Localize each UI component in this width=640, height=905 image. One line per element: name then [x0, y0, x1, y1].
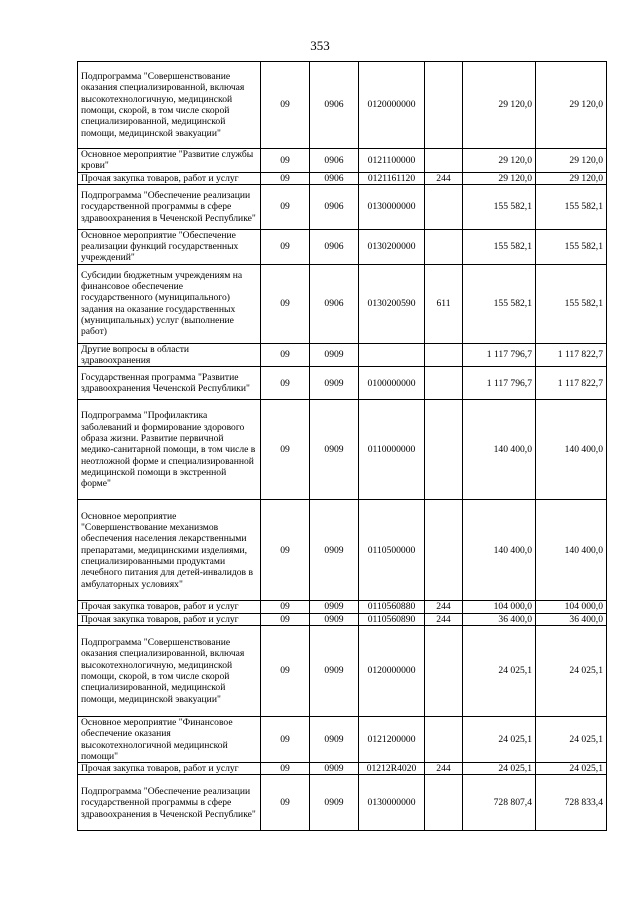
row-section-cell: 09 [261, 229, 310, 264]
row-amount-1-cell: 29 120,0 [463, 172, 536, 184]
row-name-cell: Прочая закупка товаров, работ и услуг [78, 613, 261, 625]
row-target-article-cell: 0121200000 [359, 716, 425, 762]
row-subsection-cell: 0909 [310, 775, 359, 831]
row-amount-1-cell: 24 025,1 [463, 763, 536, 775]
row-expense-type-cell [425, 149, 463, 173]
row-amount-1-cell: 1 117 796,7 [463, 343, 536, 367]
row-target-article-cell: 0130000000 [359, 184, 425, 229]
row-name-cell: Основное мероприятие "Обеспечение реализации функций государственных учреждений" [78, 229, 261, 264]
row-amount-2-cell: 24 025,1 [536, 716, 607, 762]
row-subsection-cell: 0906 [310, 149, 359, 173]
row-amount-2-cell: 29 120,0 [536, 62, 607, 149]
row-subsection-cell: 0909 [310, 601, 359, 613]
row-subsection-cell: 0909 [310, 343, 359, 367]
row-name-cell: Прочая закупка товаров, работ и услуг [78, 172, 261, 184]
row-amount-2-cell: 36 400,0 [536, 613, 607, 625]
table-row [78, 775, 607, 831]
row-expense-type-cell [425, 62, 463, 149]
table-row [78, 172, 607, 184]
row-target-article-cell: 0130200590 [359, 264, 425, 343]
row-subsection-cell: 0909 [310, 716, 359, 762]
row-section-cell: 09 [261, 343, 310, 367]
row-section-cell: 09 [261, 62, 310, 149]
row-section-cell: 09 [261, 264, 310, 343]
table-row [78, 367, 607, 400]
row-name-cell: Основное мероприятие "Развитие службы крови" [78, 149, 261, 173]
table-row [78, 149, 607, 173]
row-target-article-cell: 0110560880 [359, 601, 425, 613]
row-section-cell: 09 [261, 149, 310, 173]
row-name-cell: Подпрограмма "Совершенствование оказания специализированной, включая высокотехнологичную, медицинской помощи, скорой, в том числе скорой специализированной, медицинской помощи, медицинской эвакуации" [78, 625, 261, 716]
row-section-cell: 09 [261, 625, 310, 716]
row-expense-type-cell: 244 [425, 601, 463, 613]
row-section-cell: 09 [261, 763, 310, 775]
row-amount-1-cell: 140 400,0 [463, 400, 536, 500]
row-target-article-cell: 0120000000 [359, 625, 425, 716]
row-amount-2-cell: 155 582,1 [536, 229, 607, 264]
row-amount-1-cell: 155 582,1 [463, 184, 536, 229]
row-amount-2-cell: 1 117 822,7 [536, 343, 607, 367]
row-amount-1-cell: 104 000,0 [463, 601, 536, 613]
row-section-cell: 09 [261, 500, 310, 601]
row-section-cell: 09 [261, 184, 310, 229]
table-row [78, 343, 607, 367]
row-expense-type-cell [425, 343, 463, 367]
row-subsection-cell: 0909 [310, 400, 359, 500]
row-subsection-cell: 0909 [310, 763, 359, 775]
row-name-cell: Подпрограмма "Профилактика заболеваний и формирование здорового образа жизни. Развитие первичной медико-санитарной помощи, в том числе в неотложной форме и специализированной медицинской помощи в экстренной форме" [78, 400, 261, 500]
row-target-article-cell [359, 343, 425, 367]
row-amount-1-cell: 29 120,0 [463, 149, 536, 173]
row-amount-1-cell: 1 117 796,7 [463, 367, 536, 400]
row-target-article-cell: 0110500000 [359, 500, 425, 601]
row-amount-2-cell: 24 025,1 [536, 763, 607, 775]
row-target-article-cell: 0120000000 [359, 62, 425, 149]
row-amount-2-cell: 24 025,1 [536, 625, 607, 716]
table-row [78, 184, 607, 229]
table-row [78, 613, 607, 625]
row-section-cell: 09 [261, 716, 310, 762]
table-row [78, 229, 607, 264]
row-expense-type-cell [425, 229, 463, 264]
row-expense-type-cell: 244 [425, 172, 463, 184]
row-subsection-cell: 0909 [310, 625, 359, 716]
row-amount-2-cell: 728 833,4 [536, 775, 607, 831]
row-name-cell: Прочая закупка товаров, работ и услуг [78, 601, 261, 613]
table-row [78, 716, 607, 762]
row-amount-1-cell: 155 582,1 [463, 229, 536, 264]
row-amount-1-cell: 140 400,0 [463, 500, 536, 601]
row-section-cell: 09 [261, 613, 310, 625]
budget-table-body [78, 62, 607, 831]
row-amount-1-cell: 155 582,1 [463, 264, 536, 343]
row-amount-2-cell: 29 120,0 [536, 149, 607, 173]
row-expense-type-cell [425, 716, 463, 762]
row-amount-1-cell: 36 400,0 [463, 613, 536, 625]
row-amount-2-cell: 155 582,1 [536, 184, 607, 229]
row-expense-type-cell [425, 367, 463, 400]
row-subsection-cell: 0909 [310, 500, 359, 601]
table-row [78, 763, 607, 775]
table-row [78, 62, 607, 149]
row-name-cell: Основное мероприятие "Финансовое обеспечение оказания высокотехнологичной медицинской помощи" [78, 716, 261, 762]
row-name-cell: Государственная программа "Развитие здравоохранения Чеченской Республики" [78, 367, 261, 400]
row-section-cell: 09 [261, 601, 310, 613]
row-target-article-cell: 0130000000 [359, 775, 425, 831]
row-expense-type-cell [425, 625, 463, 716]
page-number: 353 [310, 38, 330, 53]
row-amount-2-cell: 29 120,0 [536, 172, 607, 184]
row-target-article-cell: 0121100000 [359, 149, 425, 173]
row-expense-type-cell [425, 775, 463, 831]
row-section-cell: 09 [261, 172, 310, 184]
table-row [78, 625, 607, 716]
table-row [78, 601, 607, 613]
row-target-article-cell: 0110560890 [359, 613, 425, 625]
row-subsection-cell: 0906 [310, 62, 359, 149]
row-section-cell: 09 [261, 400, 310, 500]
row-target-article-cell: 0121161120 [359, 172, 425, 184]
row-amount-1-cell: 24 025,1 [463, 716, 536, 762]
row-name-cell: Субсидии бюджетным учреждениям на финансовое обеспечение государственного (муниципального) задания на оказание государственных (муниципальных) услуг (выполнение работ) [78, 264, 261, 343]
row-expense-type-cell: 611 [425, 264, 463, 343]
budget-table [77, 61, 607, 831]
row-section-cell: 09 [261, 367, 310, 400]
row-subsection-cell: 0906 [310, 172, 359, 184]
row-section-cell: 09 [261, 775, 310, 831]
row-amount-2-cell: 104 000,0 [536, 601, 607, 613]
row-amount-1-cell: 29 120,0 [463, 62, 536, 149]
row-expense-type-cell: 244 [425, 613, 463, 625]
row-name-cell: Прочая закупка товаров, работ и услуг [78, 763, 261, 775]
row-amount-2-cell: 140 400,0 [536, 500, 607, 601]
row-expense-type-cell [425, 400, 463, 500]
row-amount-1-cell: 24 025,1 [463, 625, 536, 716]
row-subsection-cell: 0906 [310, 264, 359, 343]
row-subsection-cell: 0906 [310, 229, 359, 264]
row-name-cell: Подпрограмма "Обеспечение реализации государственной программы в сфере здравоохранения в Чеченской Республике" [78, 184, 261, 229]
row-subsection-cell: 0906 [310, 184, 359, 229]
row-amount-1-cell: 728 807,4 [463, 775, 536, 831]
row-expense-type-cell [425, 184, 463, 229]
row-name-cell: Подпрограмма "Совершенствование оказания специализированной, включая высокотехнологичную, медицинской помощи, скорой, в том числе скорой специализированной, медицинской помощи, медицинской эвакуации" [78, 62, 261, 149]
row-expense-type-cell [425, 500, 463, 601]
row-expense-type-cell: 244 [425, 763, 463, 775]
row-subsection-cell: 0909 [310, 367, 359, 400]
row-target-article-cell: 0100000000 [359, 367, 425, 400]
row-target-article-cell: 0110000000 [359, 400, 425, 500]
row-subsection-cell: 0909 [310, 613, 359, 625]
row-amount-2-cell: 155 582,1 [536, 264, 607, 343]
row-name-cell: Другие вопросы в области здравоохранения [78, 343, 261, 367]
row-amount-2-cell: 1 117 822,7 [536, 367, 607, 400]
table-row [78, 500, 607, 601]
row-name-cell: Подпрограмма "Обеспечение реализации государственной программы в сфере здравоохранения в Чеченской Республике" [78, 775, 261, 831]
row-target-article-cell: 0130200000 [359, 229, 425, 264]
row-amount-2-cell: 140 400,0 [536, 400, 607, 500]
table-row [78, 264, 607, 343]
row-name-cell: Основное мероприятие "Совершенствование механизмов обеспечения населения лекарственными препаратами, медицинскими изделиями, специализированными продуктами лечебного питания для детей-инвалидов в амбулаторных условиях" [78, 500, 261, 601]
row-target-article-cell: 01212R4020 [359, 763, 425, 775]
table-row [78, 400, 607, 500]
